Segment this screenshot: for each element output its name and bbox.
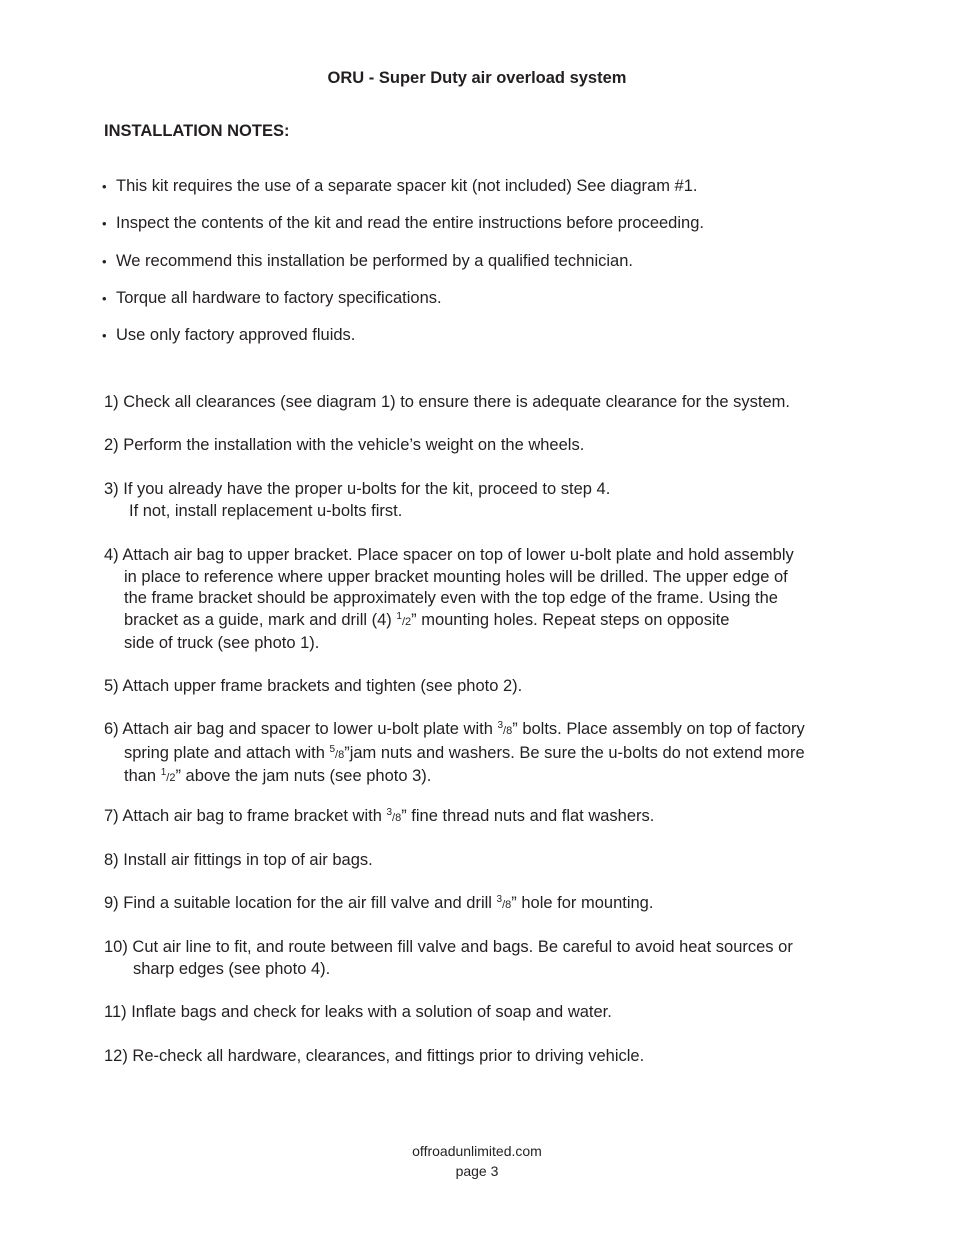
- step-text: ” above the jam nuts (see photo 3).: [175, 767, 432, 785]
- note-text: Use only factory approved fluids.: [116, 326, 356, 344]
- fraction-denominator: /8: [503, 725, 513, 737]
- step-text: ”jam nuts and washers. Be sure the u-bolts do not extend more: [344, 743, 805, 762]
- step-line: If not, install replacement u-bolts first.: [129, 501, 403, 520]
- bullet-icon: •: [102, 291, 107, 306]
- fraction-denominator: /8: [392, 812, 402, 824]
- step-line: 3) If you already have the proper u-bolts for the kit, proceed to step 4.: [104, 480, 611, 498]
- fraction-denominator: /2: [401, 615, 412, 628]
- step-line: [104, 743, 874, 767]
- note-text: We recommend this installation be performed by a qualified technician.: [116, 252, 633, 270]
- footer-page-number: page 3: [455, 1163, 499, 1179]
- footer-website: offroadunlimited.com: [412, 1143, 542, 1159]
- step-line: the frame bracket should be approximately even with the top edge of the frame. Using the: [124, 589, 778, 607]
- step-2: [104, 435, 874, 457]
- step-text: bracket as a guide, mark and drill (4): [124, 610, 397, 629]
- step-line: 5) Attach upper frame brackets and tighten (see photo 2).: [104, 677, 523, 695]
- step-line: side of truck (see photo 1).: [124, 634, 320, 652]
- step-line: 11) Inflate bags and check for leaks with a solution of soap and water.: [104, 1003, 612, 1021]
- step-text: ” mounting holes. Repeat steps on opposite: [411, 610, 730, 629]
- note-text: This kit requires the use of a separate spacer kit (not included) See diagram #1.: [116, 177, 698, 195]
- bullet-icon: •: [102, 254, 107, 269]
- step-7: [104, 806, 874, 830]
- step-text: ” hole for mounting.: [511, 894, 654, 912]
- step-line: in place to reference where upper bracket mounting holes will be drilled. The upper edge of: [124, 567, 788, 586]
- fraction-denominator: /8: [335, 748, 345, 761]
- step-text: ” fine thread nuts and flat washers.: [401, 807, 655, 825]
- document-title: ORU - Super Duty air overload system: [327, 69, 627, 87]
- note-text: Inspect the contents of the kit and read the entire instructions before proceeding.: [116, 214, 704, 232]
- step-6: [104, 719, 874, 790]
- note-item: [102, 325, 355, 347]
- step-text: 7) Attach air bag to frame bracket with: [104, 807, 387, 825]
- step-11: [104, 1002, 874, 1024]
- step-12: [104, 1046, 874, 1068]
- step-line: 2) Perform the installation with the vehicle’s weight on the wheels.: [104, 436, 585, 454]
- fraction-numerator: 1: [396, 610, 402, 622]
- bullet-icon: •: [102, 179, 107, 194]
- step-line: 1) Check all clearances (see diagram 1) to ensure there is adequate clearance for the system.: [104, 393, 791, 411]
- step-3: [104, 479, 874, 522]
- fraction-denominator: /8: [502, 899, 512, 911]
- step-8: [104, 850, 874, 872]
- step-text: spring plate and attach with: [124, 743, 330, 762]
- step-line: [104, 893, 874, 917]
- fraction-denominator: /2: [166, 772, 176, 784]
- step-line: 12) Re-check all hardware, clearances, and fittings prior to driving vehicle.: [104, 1047, 645, 1065]
- fraction-numerator: 5: [329, 743, 336, 755]
- fraction-numerator: 3: [497, 720, 504, 731]
- fraction-numerator: 3: [386, 807, 393, 818]
- fraction-numerator: 1: [160, 767, 167, 778]
- bullet-icon: •: [102, 328, 107, 343]
- footer: [0, 1141, 954, 1181]
- step-5: [104, 676, 874, 698]
- step-1: [104, 392, 874, 414]
- step-line: [104, 806, 874, 830]
- note-text: Torque all hardware to factory specifications.: [116, 289, 442, 307]
- step-line: 10) Cut air line to fit, and route between fill valve and bags. Be careful to avoid heat sources or: [104, 938, 793, 956]
- installation-notes-heading: INSTALLATION NOTES:: [104, 122, 290, 140]
- bullet-icon: •: [102, 216, 107, 231]
- step-text: 9) Find a suitable location for the air fill valve and drill: [104, 894, 497, 912]
- step-10: [104, 937, 874, 980]
- note-item: [102, 288, 442, 310]
- note-item: [102, 213, 704, 235]
- note-item: [102, 251, 633, 273]
- step-text: ” bolts. Place assembly on top of factory: [512, 720, 805, 738]
- note-item: [102, 176, 697, 198]
- step-text: 6) Attach air bag and spacer to lower u-bolt plate with: [104, 720, 498, 738]
- step-4: [104, 545, 874, 655]
- step-line: [104, 766, 874, 790]
- step-line: 8) Install air fittings in top of air bags.: [104, 851, 373, 869]
- fraction-numerator: 3: [496, 894, 503, 905]
- step-line: [104, 719, 874, 743]
- step-line: [104, 610, 874, 634]
- step-9: [104, 893, 874, 917]
- step-line: 4) Attach air bag to upper bracket. Place spacer on top of lower u-bolt plate and hold assembly: [104, 546, 794, 564]
- step-line: sharp edges (see photo 4).: [133, 959, 331, 978]
- step-text: than: [124, 767, 161, 785]
